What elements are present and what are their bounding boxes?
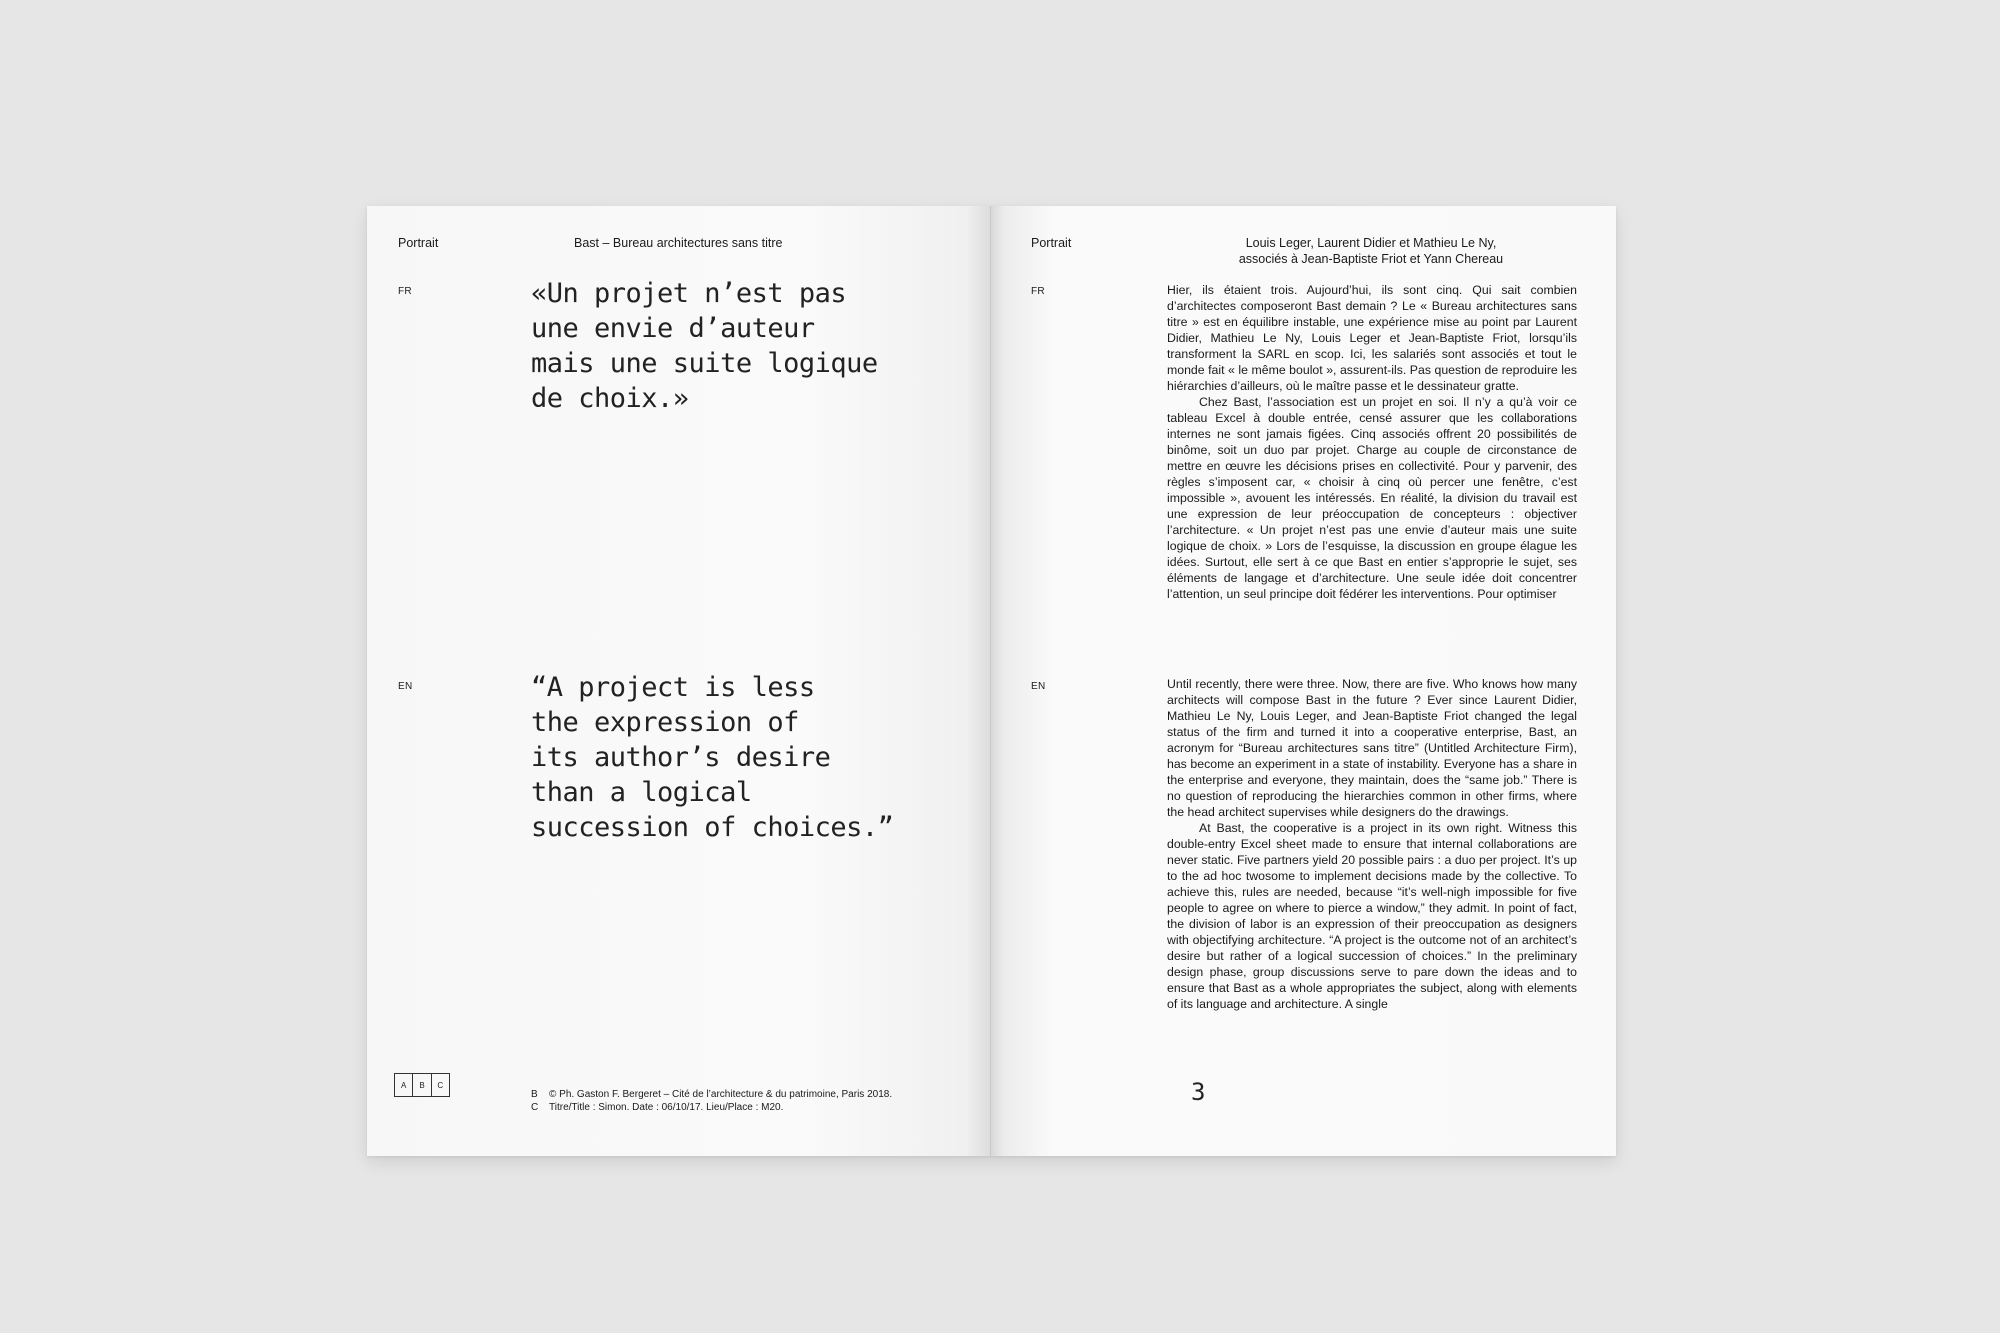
credit-row [531, 1088, 892, 1101]
en-quote-line: than a logical [531, 777, 752, 808]
fr-paragraph: Hier, ils étaient trois. Aujourd’hui, ils sont cinq. Qui sait combien d’architectes composeront Bast demain ? Le « Bureau architectures sans titre » est en équilibre instable, une expérience mise au point par Laurent Didier, Mathieu Le Ny, Louis Leger et Jean-Baptiste Friot, lorsqu’ils transforment la SARL en scop. Ici, les salariés sont associés et tout le monde fait « le même boulot », assurent-ils. Pas question de reproduire les hiérarchies d’ailleurs, où le maître passe et le dessinateur gratte. [1167, 283, 1577, 393]
en-quote-line: the expression of [531, 707, 799, 738]
fr-quote-line: de choix.» [531, 383, 689, 414]
fr-label: FR [1031, 286, 1045, 297]
page-number: 3 [1191, 1078, 1206, 1106]
fr-quote-line: mais une suite logique [531, 348, 878, 379]
credit-key: C [531, 1102, 539, 1113]
right-header-title-line: associés à Jean-Baptiste Friot et Yann Chereau [1238, 252, 1504, 266]
left-header-section: Portrait [398, 236, 439, 250]
credit-row [531, 1101, 892, 1114]
open-booklet [367, 206, 1616, 1156]
abc-image-key-box [394, 1073, 450, 1097]
credit-text: Titre/Title : Simon. Date : 06/10/17. Lieu/Place : M20. [549, 1102, 784, 1113]
right-header-title-line: Louis Leger, Laurent Didier et Mathieu Le Ny, [1245, 236, 1497, 250]
en-label: EN [398, 681, 413, 692]
left-header-title: Bast – Bureau architectures sans titre [574, 236, 783, 250]
fr-paragraph: Chez Bast, l’association est un projet en soi. Il n’y a qu’à voir ce tableau Excel à double entrée, censé assurer que les collaborations internes ne sont jamais figées. Cinq associés offrent 20 possibilités de binôme, soit un duo par projet. Charge au couple de circonstance de mettre en œuvre les décisions prises en collectivité. Pour y parvenir, des règles s’imposent car, « choisir à cinq où percer une fenêtre, c’est impossible », avouent les intéressés. En réalité, la division du travail est une expression de leur préoccupation de concepteurs : objectiver l’architecture. « Un projet n’est pas une envie d’auteur mais une suite logique de choix. » Lors de l’esquisse, la discussion en groupe élague les idées. Surtout, elle sert à ce que Bast en entier s’approprie le sujet, ses éléments de langage et d’architecture. Une seule idée doit concentrer l’attention, un seul principe doit fédérer les interventions. Pour optimiser [1167, 395, 1577, 601]
abc-letter: A [400, 1080, 407, 1090]
fr-pull-quote [531, 276, 878, 416]
en-quote-line: succession of choices.” [531, 812, 894, 843]
right-header-title [1211, 235, 1531, 267]
credit-text: © Ph. Gaston F. Bergeret – Cité de l’architecture & du patrimoine, Paris 2018. [549, 1089, 893, 1100]
fr-body-text [1167, 282, 1577, 602]
en-quote-line: “A project is less [531, 672, 815, 703]
en-pull-quote [531, 670, 893, 845]
photo-credits [531, 1088, 892, 1114]
credit-key: B [531, 1089, 538, 1100]
en-paragraph: At Bast, the cooperative is a project in its own right. Witness this double-entry Excel sheet made to ensure that internal collaborations are never static. Five partners yield 20 possible pairs : a duo per project. It’s up to the ad hoc twosome to implement decisions made by the collective. To achieve this, rules are needed, because “it’s well-nigh impossible for five people to agree on where to pierce a window,” they admit. In point of fact, the division of labor is an expression of their preoccupation as designers with objectifying architecture. “A project is the outcome not of an architect’s desire but rather of a logical succession of choices.” In the preliminary design phase, group discussions serve to pare down the ideas and to ensure that Bast as a whole appropriates the subject, along with elements of its language and architecture. A single [1167, 821, 1577, 1011]
right-page [991, 206, 1616, 1156]
abc-letter: B [412, 1074, 430, 1096]
left-page [367, 206, 991, 1156]
en-paragraph: Until recently, there were three. Now, there are five. Who knows how many architects will compose Bast in the future ? Ever since Laurent Didier, Mathieu Le Ny, Louis Leger, and Jean-Baptiste Friot changed the legal status of the firm and turned it into a cooperative enterprise, Bast, an acronym for “Bureau architectures sans titre” (Untitled Architecture Firm), has become an experiment in a state of instability. Everyone has a share in the enterprise and everyone, they maintain, does the “same job.” There is no question of reproducing the hierarchies common in other firms, where the head architect supervises while designers do the drawings. [1167, 677, 1577, 819]
fr-quote-line: «Un projet n’est pas [531, 278, 847, 309]
en-body-text [1167, 676, 1577, 1012]
fr-label: FR [398, 286, 412, 297]
en-label: EN [1031, 681, 1046, 692]
fr-quote-line: une envie d’auteur [531, 313, 815, 344]
abc-letter: C [431, 1074, 449, 1096]
en-quote-line: its author’s desire [531, 742, 831, 773]
right-header-section: Portrait [1031, 236, 1072, 250]
